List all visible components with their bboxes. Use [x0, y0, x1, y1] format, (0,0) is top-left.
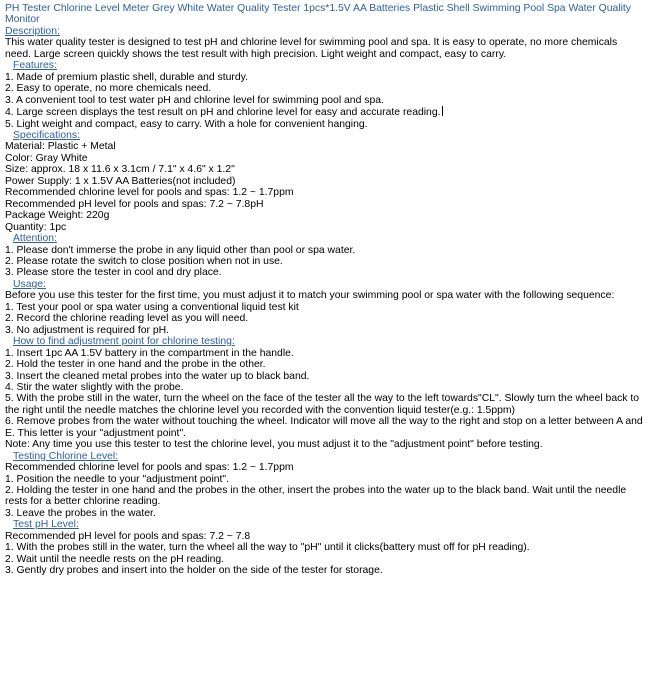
- text-line: 3. Insert the cleaned metal probes into the water up to black band.: [5, 370, 310, 382]
- text-line: 3. Leave the probes in the water.: [5, 507, 156, 519]
- section-heading: How to find adjustment point for chlorine testing:: [13, 336, 235, 348]
- text-line: 2. Please rotate the switch to close position when not in use.: [5, 255, 283, 267]
- section-heading: Testing Chlorine Level:: [13, 450, 119, 462]
- text-line: 3. Please store the tester in cool and dry place.: [5, 267, 222, 279]
- text-line: Quantity: 1pc: [5, 221, 67, 233]
- text-cursor: [442, 106, 443, 116]
- section-heading: Test pH Level:: [13, 519, 79, 531]
- text-line: 1. With the probes still in the water, turn the wheel all the way to "pH" until it clicks(battery must off for pH reading).: [5, 542, 530, 554]
- section-heading: Usage:: [13, 278, 46, 290]
- text-line: Note: Any time you use this tester to test the chlorine level, you must adjust it to the "adjustment point" before testing.: [5, 439, 543, 451]
- section-heading: Features:: [13, 60, 57, 72]
- text-line: Recommended pH level for pools and spas: 7.2 ~ 7.8: [5, 530, 251, 542]
- text-line: 4. Large screen displays the test result on pH and chlorine level for easy and accurate reading.: [5, 107, 441, 119]
- text-line: 1. Position the needle to your "adjustment point".: [5, 473, 229, 485]
- text-line: 5. With the probe still in the water, turn the wheel on the face of the tester all the way to the left towards"CL". Slowly turn the wheel back to the right until the needle matches the chlorine level you recorded with the convention liquid tester(e.g.: 1.5ppm): [5, 393, 640, 416]
- text-line: 5. Light weight and compact, easy to carry. With a hole for convenient hanging.: [5, 118, 368, 130]
- text-line: 1. Please don't immerse the probe in any liquid other than pool or spa water.: [5, 244, 356, 256]
- text-line: Recommended chlorine level for pools and spas: 1.2 ~ 1.7ppm: [5, 462, 294, 474]
- text-line: Material: Plastic + Metal: [5, 141, 116, 153]
- text-line: 1. Test your pool or spa water using a conventional liquid test kit: [5, 301, 299, 313]
- text-line: 3. Gently dry probes and insert into the holder on the side of the tester for storage.: [5, 565, 383, 577]
- text-line: This water quality tester is designed to test pH and chlorine level for swimming pool and spa. It is easy to operate, no more chemicals need. Large screen quickly shows the test result with high precision. Light weight and compact, easy to carry.: [5, 37, 618, 60]
- text-line: Recommended chlorine level for pools and spas: 1.2 ~ 1.7ppm: [5, 187, 294, 199]
- text-line: Color: Gray White: [5, 152, 88, 164]
- text-line: 1. Made of premium plastic shell, durable and sturdy.: [5, 71, 248, 83]
- section-heading: Specifications:: [13, 129, 80, 141]
- text-line: 2. Hold the tester in one hand and the probe in the other.: [5, 359, 266, 371]
- text-line: Power Supply: 1 x 1.5V AA Batteries(not included): [5, 175, 236, 187]
- document-title: PH Tester Chlorine Level Meter Grey White Water Quality Tester 1pcs*1.5V AA Batteries Plastic Shell Swimming Pool Spa Water Quality Monitor: [5, 3, 631, 26]
- text-line: 3. No adjustment is required for pH.: [5, 324, 170, 336]
- section-heading: Description:: [5, 25, 60, 37]
- text-line: Size: approx. 18 x 11.6 x 3.1cm / 7.1" x 4.6" x 1.2": [5, 164, 235, 176]
- text-line: 2. Holding the tester in one hand and the probes in the other, insert the probes into the water up to the black band. Wait until the needle rests for a better chlorine reading.: [5, 485, 627, 508]
- text-line: Recommended pH level for pools and spas: 7.2 ~ 7.8pH: [5, 198, 264, 210]
- text-line: 2. Wait until the needle rests on the pH reading.: [5, 553, 225, 565]
- text-line: 1. Insert 1pc AA 1.5V battery in the compartment in the handle.: [5, 347, 294, 359]
- text-line: Before you use this tester for the first time, you must adjust it to match your swimming pool or spa water with the following sequence:: [5, 290, 615, 302]
- text-line: 2. Easy to operate, no more chemicals need.: [5, 83, 212, 95]
- text-line: 2. Record the chlorine reading level as you will need.: [5, 313, 249, 325]
- text-line: Package Weight: 220g: [5, 210, 110, 222]
- document-sections: [5, 26, 644, 577]
- text-line: 3. A convenient tool to test water pH and chlorine level for swimming pool and spa.: [5, 94, 384, 106]
- text-line: 6. Remove probes from the water without touching the wheel. Indicator will move all the way to the right and stop on a letter between A and E. This letter is your "adjustment point".: [5, 416, 643, 439]
- text-line: 4. Stir the water slightly with the probe.: [5, 381, 184, 393]
- section-heading: Attention:: [13, 233, 57, 245]
